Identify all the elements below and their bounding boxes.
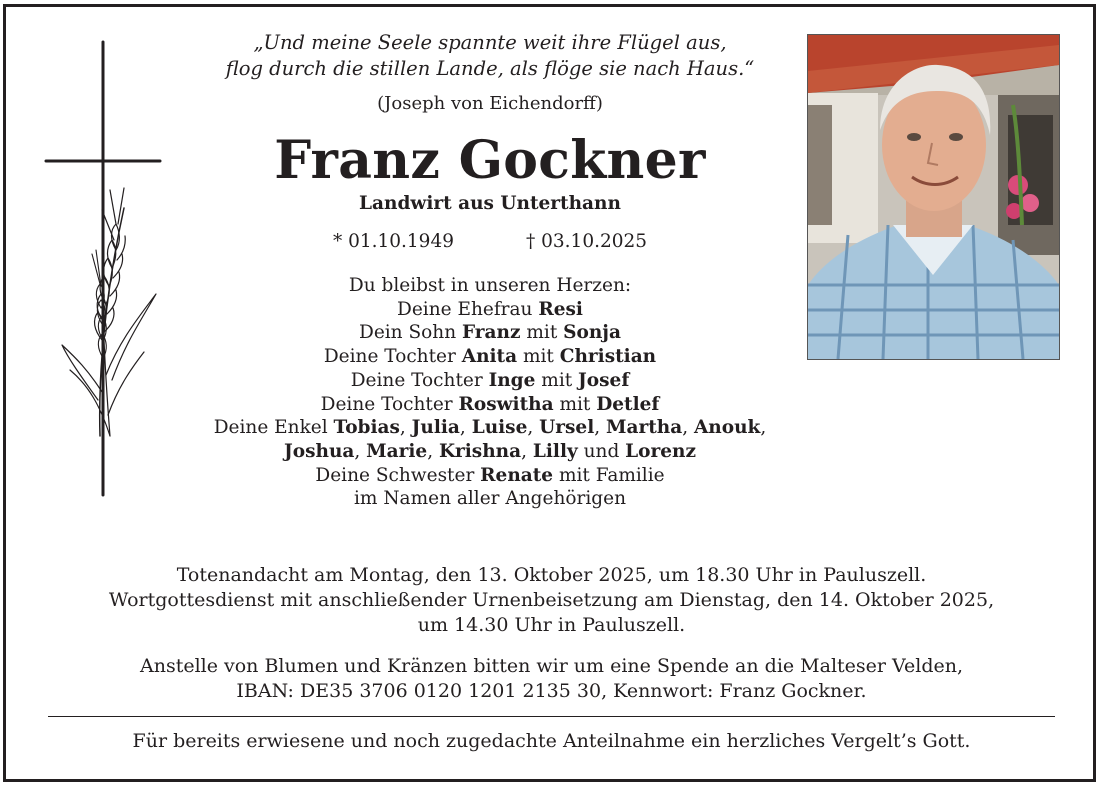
mourner-line: Deine Ehefrau Resi	[397, 298, 583, 320]
mourner-name: Franz	[462, 322, 521, 344]
mourner-name: Inge	[488, 369, 536, 391]
life-dates	[170, 230, 810, 254]
donation-line: Anstelle von Blumen und Kränzen bitten wir um eine Spende an die Malteser Velden,	[139, 655, 964, 677]
death-date: † 03.10.2025	[526, 231, 648, 252]
mourner-name: Renate	[480, 464, 554, 486]
quote-attribution: (Joseph von Eichendorff)	[377, 93, 603, 114]
mourner-line: Deine Tochter Anita mit Christian	[323, 346, 657, 368]
mourner-name: Christian	[559, 346, 657, 368]
service-details	[40, 563, 1063, 638]
cross-with-wheat-icon	[40, 40, 165, 500]
quote	[170, 30, 810, 82]
mourner-name: Roswitha	[458, 393, 554, 415]
service-line: Wortgottesdienst mit anschließender Urnenbeisetzung am Dienstag, den 14. Oktober 2025,	[108, 589, 995, 611]
mourner-name: Resi	[538, 298, 583, 320]
mourner-name: Sonja	[563, 322, 621, 344]
divider	[48, 716, 1055, 717]
mourner-line: Deine Tochter Roswitha mit Detlef	[320, 393, 660, 415]
quote-line: „Und meine Seele spannte weit ihre Flügel aus,	[253, 31, 727, 54]
thanks-note: Für bereits erwiesene und noch zugedachte Anteilnahme ein herzliches Vergelt’s Gott.	[132, 730, 971, 752]
deceased-name: Franz Gockner	[274, 130, 706, 191]
service-line: Totenandacht am Montag, den 13. Oktober 2025, um 18.30 Uhr in Pauluszell.	[176, 564, 927, 586]
mourner-line: Deine Tochter Inge mit Josef	[350, 369, 630, 391]
mourner-name: Detlef	[596, 393, 660, 415]
donation-request	[40, 654, 1063, 704]
mourners-list	[150, 274, 830, 511]
deceased-occupation: Landwirt aus Unterthann	[359, 193, 621, 214]
mourners-intro: Du bleibst in unseren Herzen:	[348, 275, 632, 296]
mourners-closing: im Namen aller Angehörigen	[354, 488, 626, 510]
service-line: um 14.30 Uhr in Pauluszell.	[417, 614, 686, 636]
mourner-line: Deine Schwester Renate mit Familie	[315, 464, 665, 486]
donation-line: IBAN: DE35 3706 0120 1201 2135 30, Kennwort: Franz Gockner.	[236, 680, 867, 702]
quote-line: flog durch die stillen Lande, als flöge sie nach Haus.“	[225, 57, 755, 80]
mourner-line: Joshua, Marie, Krishna, Lilly und Lorenz	[284, 440, 696, 462]
mourner-line: Deine Enkel Tobias, Julia, Luise, Ursel, Martha, Anouk,	[213, 417, 767, 439]
birth-date: * 01.10.1949	[332, 231, 454, 252]
portrait-photo	[807, 34, 1060, 360]
mourner-line: Dein Sohn Franz mit Sonja	[358, 322, 621, 344]
mourner-name: Josef	[578, 369, 630, 391]
mourner-name: Anita	[461, 346, 518, 368]
